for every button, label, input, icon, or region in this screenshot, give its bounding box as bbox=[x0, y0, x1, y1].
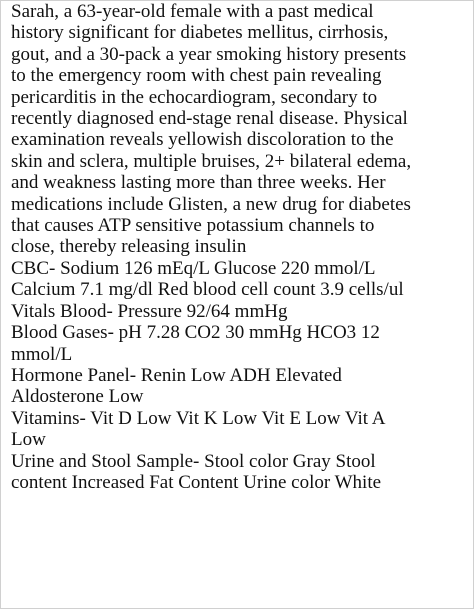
cbc-results bbox=[11, 258, 471, 279]
cbc-line: CBC- Sodium 126 mEq/L Glucose 220 mmol/L bbox=[11, 257, 376, 279]
blood-gases-results bbox=[11, 322, 471, 365]
vitamin-line: Vitamins- Vit D Low Vit K Low Vit E Low Vit A bbox=[11, 407, 386, 429]
calcium-line: Calcium 7.1 mg/dl Red blood cell count 3.9 cells/ul bbox=[11, 279, 404, 301]
hormone-line: Hormone Panel- Renin Low ADH Elevated bbox=[11, 364, 342, 386]
blood-gases-line: mmol/L bbox=[11, 343, 73, 365]
case-line: gout, and a 30-pack a year smoking history presents bbox=[11, 43, 407, 65]
case-line: skin and sclera, multiple bruises, 2+ bilateral edema, bbox=[11, 150, 412, 172]
urine-stool-results bbox=[11, 451, 471, 494]
case-line: Sarah, a 63-year-old female with a past medical bbox=[11, 1, 374, 22]
case-line: pericarditis in the echocardiogram, secondary to bbox=[11, 86, 378, 108]
hormone-panel-results bbox=[11, 365, 471, 408]
blood-gases-line: Blood Gases- pH 7.28 CO2 30 mmHg HCO3 12 bbox=[11, 322, 380, 344]
case-description bbox=[11, 1, 471, 258]
urine-stool-line: Urine and Stool Sample- Stool color Gray Stool bbox=[11, 450, 376, 472]
calcium-results bbox=[11, 279, 471, 300]
case-line: and weakness lasting more than three weeks. Her bbox=[11, 172, 386, 194]
hormone-line: Aldosterone Low bbox=[11, 386, 144, 408]
urine-stool-line: content Increased Fat Content Urine color White bbox=[11, 471, 382, 493]
case-line: examination reveals yellowish discoloration to the bbox=[11, 129, 394, 151]
vitals-results bbox=[11, 301, 471, 322]
case-line: that causes ATP sensitive potassium channels to bbox=[11, 215, 375, 237]
vitamin-results bbox=[11, 408, 471, 451]
vitals-line: Vitals Blood- Pressure 92/64 mmHg bbox=[11, 300, 288, 322]
case-document bbox=[11, 1, 471, 493]
case-line: medications include Glisten, a new drug for diabetes bbox=[11, 193, 411, 215]
case-line: close, thereby releasing insulin bbox=[11, 236, 247, 258]
case-line: history significant for diabetes mellitus, cirrhosis, bbox=[11, 22, 389, 44]
vitamin-line: Low bbox=[11, 429, 46, 451]
case-line: to the emergency room with chest pain revealing bbox=[11, 65, 382, 87]
case-line: recently diagnosed end-stage renal disease. Physical bbox=[11, 108, 408, 130]
